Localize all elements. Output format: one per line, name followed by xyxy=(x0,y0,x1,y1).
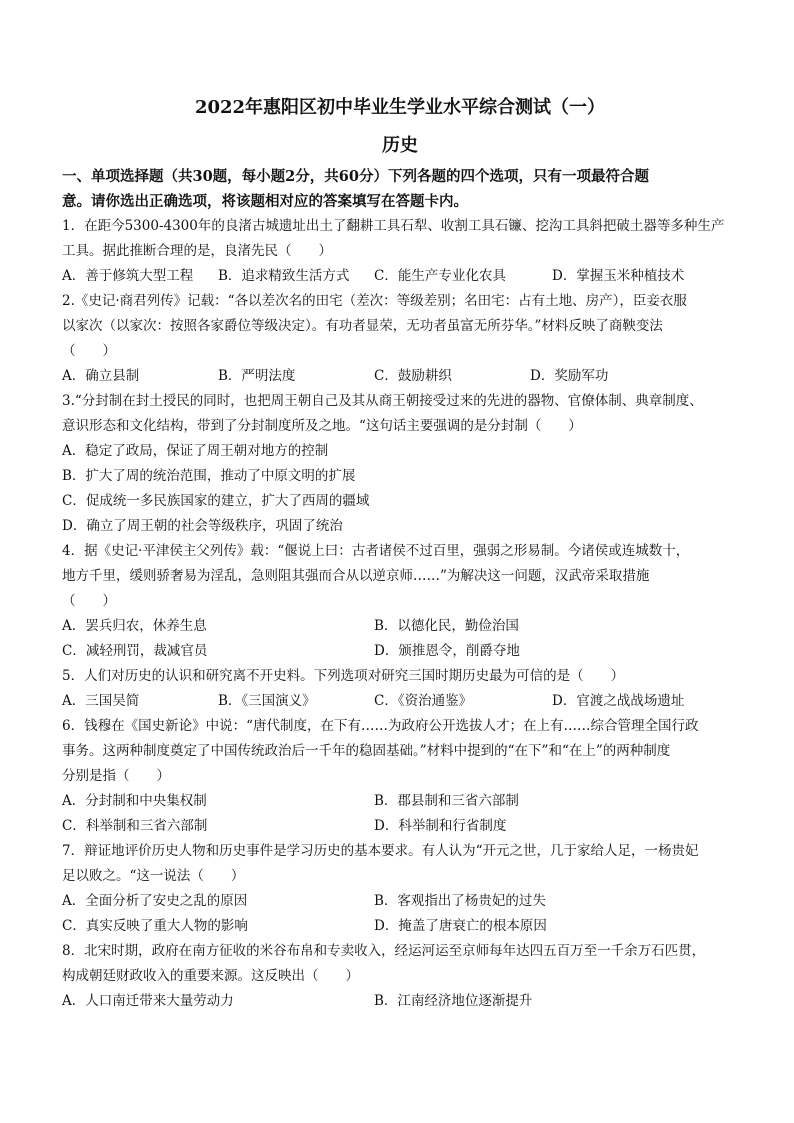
question-4 xyxy=(62,539,738,664)
options-row xyxy=(62,814,738,839)
option-b[interactable]: B．《三国演义》 xyxy=(218,693,316,709)
option-a[interactable]: A．分封制和中央集权制 xyxy=(62,793,207,809)
option-a[interactable]: A．罢兵归农，休养生息 xyxy=(62,618,207,634)
question-5 xyxy=(62,664,738,714)
question-stem-line: 以家次（以家次：按照各家爵位等级决定）。有功者显荣，无功者虽富无所芬华。”材料反映了商鞅变法 xyxy=(62,318,663,334)
option-c[interactable]: C．减轻刑罚，裁减官员 xyxy=(62,643,208,659)
option-d[interactable]: D．奖励军功 xyxy=(530,368,609,384)
question-stem-line: 构成朝廷财政收入的重要来源。这反映出（ ） xyxy=(62,968,359,984)
question-stem-line: 足以败之。“这一说法（ ） xyxy=(62,868,245,884)
option-a[interactable]: A．全面分析了安史之乱的原因 xyxy=(62,893,248,909)
options-row xyxy=(62,989,738,1014)
question-stem-line: 工具。据此推断合理的是，良渚先民（ ） xyxy=(62,243,332,259)
option-d[interactable]: D．科举制和行省制度 xyxy=(374,818,507,834)
option-c[interactable]: C．鼓励耕织 xyxy=(374,368,452,384)
option-b[interactable]: B．江南经济地位逐渐提升 xyxy=(374,993,533,1009)
options-row xyxy=(62,689,738,714)
option-a[interactable]: A．确立县制 xyxy=(62,368,140,384)
option-a[interactable]: A．稳定了政局，保证了周王朝对地方的控制 xyxy=(62,443,329,459)
section-instructions xyxy=(62,164,738,214)
question-7 xyxy=(62,839,738,939)
question-stem-line: 6．钱穆在《国史新论》中说：“唐代制度，在下有……为政府公开选拔人才；在上有……综合管理全国行政 xyxy=(62,718,699,734)
option-c[interactable]: C．真实反映了重大人物的影响 xyxy=(62,918,248,934)
option-d[interactable]: D．掩盖了唐衰亡的根本原因 xyxy=(374,918,547,934)
question-2 xyxy=(62,289,738,389)
question-stem-line: 1．在距今5300-4300年的良渚古城遗址出土了翻耕工具石犁、收割工具石镰、挖沟工具斜把破土器等多种生产 xyxy=(62,218,725,234)
option-b[interactable]: B．严明法度 xyxy=(218,368,296,384)
question-3 xyxy=(62,389,738,539)
option-a[interactable]: A．三国吴简 xyxy=(62,693,140,709)
exam-subject: 历史 xyxy=(382,135,418,156)
exam-content xyxy=(62,96,738,1014)
question-6 xyxy=(62,714,738,839)
option-b[interactable]: B．扩大了周的统治范围，推动了中原文明的扩展 xyxy=(62,468,356,484)
option-b[interactable]: B．客观指出了杨贵妃的过失 xyxy=(374,893,546,909)
question-1 xyxy=(62,214,738,289)
question-stem-line: 3.“分封制在封土授民的同时，也把周王朝自己及其从商王朝接受过来的先进的器物、官僚体制、典章制度、 xyxy=(62,393,703,409)
option-c[interactable]: C．促成统一多民族国家的建立，扩大了西周的疆域 xyxy=(62,493,370,509)
options-row xyxy=(62,789,738,814)
question-stem-line: 事务。这两种制度奠定了中国传统政治后一千年的稳固基础。”材料中提到的“在下”和“在上”的两种制度 xyxy=(62,743,671,759)
question-8 xyxy=(62,939,738,1014)
exam-title: 2022年惠阳区初中毕业生学业水平综合测试（一） xyxy=(194,97,606,118)
option-b[interactable]: B．以德化民，勤俭治国 xyxy=(374,618,519,634)
question-stem-line: 地方千里，缓则骄奢易为淫乱，急则阻其强而合从以逆京师……”为解决这一问题，汉武帝采取措施 xyxy=(62,568,650,584)
option-a[interactable]: A．人口南迁带来大量劳动力 xyxy=(62,993,234,1009)
option-c[interactable]: C．能生产专业化农具 xyxy=(374,268,506,284)
options-row xyxy=(62,914,738,939)
question-stem-line: （ ） xyxy=(62,343,116,359)
question-stem-line: 意识形态和文化结构，带到了分封制度所及之地。“这句话主要强调的是分封制（ ） xyxy=(62,418,582,434)
options-row xyxy=(62,264,738,289)
options-row xyxy=(62,889,738,914)
option-c[interactable]: C．《资治通鉴》 xyxy=(374,693,473,709)
option-b[interactable]: B．追求精致生活方式 xyxy=(218,268,350,284)
question-stem-line: 5．人们对历史的认识和研究离不开史料。下列选项对研究三国时期历史最为可信的是（ ） xyxy=(62,668,625,684)
section-line: 意。请你选出正确选项，将该题相对应的答案填写在答题卡内。 xyxy=(62,193,468,210)
options-row xyxy=(62,364,738,389)
option-d[interactable]: D．颁推恩令，削爵夺地 xyxy=(374,643,520,659)
option-a[interactable]: A．善于修筑大型工程 xyxy=(62,268,194,284)
options-row xyxy=(62,639,738,664)
question-stem-line: 分别是指（ ） xyxy=(62,768,170,784)
question-stem-line: 4．据《史记·平津侯主父列传》载：“偃说上曰：古者诸侯不过百里，强弱之形易制。今诸侯或连城数十， xyxy=(62,543,690,559)
option-c[interactable]: C．科举制和三省六部制 xyxy=(62,818,208,834)
option-d[interactable]: D．掌握玉米种植技术 xyxy=(552,268,685,284)
option-d[interactable]: D．官渡之战战场遗址 xyxy=(552,693,685,709)
question-stem-line: （ ） xyxy=(62,593,116,609)
option-d[interactable]: D．确立了周王朝的社会等级秩序，巩固了统治 xyxy=(62,518,343,534)
question-stem-line: 2.《史记·商君列传》记载：“各以差次名的田宅（差次：等级差别；名田宅：占有土地、房产），臣妾衣服 xyxy=(62,293,687,309)
question-stem-line: 7．辩证地评价历史人物和历史事件是学习历史的基本要求。有人认为“开元之世，几于家给人足，一杨贵妃 xyxy=(62,843,699,859)
question-stem-line: 8．北宋时期，政府在南方征收的米谷布帛和专卖收入，经运河运至京师每年达四五百万至一千余万石匹贯， xyxy=(62,943,706,959)
section-line: 一、单项选择题（共30题，每小题2分，共60分）下列各题的四个选项，只有一项最符合题 xyxy=(62,168,649,185)
options-row xyxy=(62,614,738,639)
option-b[interactable]: B．郡县制和三省六部制 xyxy=(374,793,519,809)
